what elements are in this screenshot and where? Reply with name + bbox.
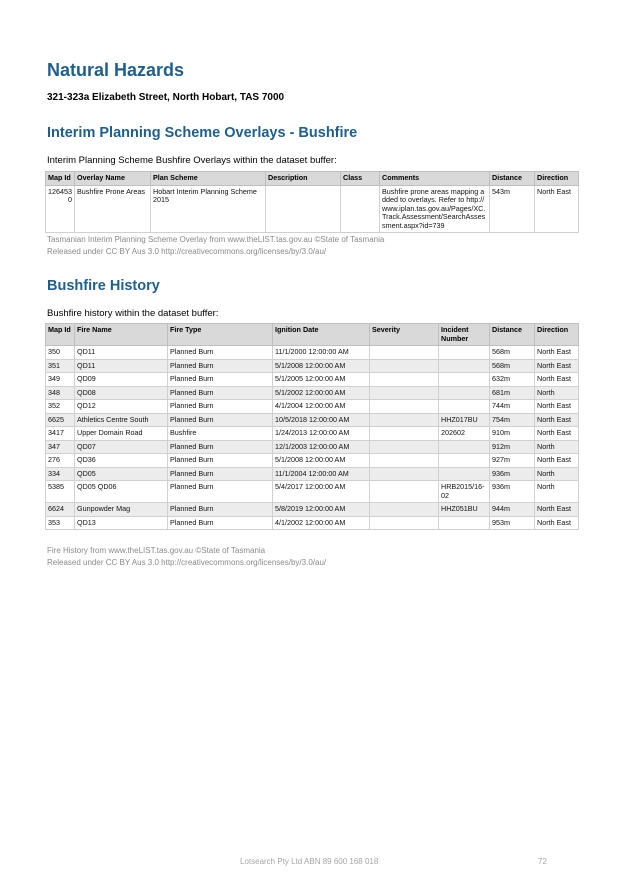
- table-row: [46, 386, 579, 400]
- cell-distance: 927m: [490, 454, 535, 468]
- cell-incident-number: [439, 386, 490, 400]
- table-row: [46, 373, 579, 387]
- history-source: [47, 545, 326, 569]
- col-header-comments: Comments: [380, 172, 490, 186]
- history-source-line1: Fire History from www.theLIST.tas.gov.au ©State of Tasmania: [47, 546, 266, 555]
- cell-severity: [370, 467, 439, 481]
- cell-direction: North: [535, 440, 579, 454]
- cell-fire-name: QD09: [75, 373, 168, 387]
- col-header-class: Class: [341, 172, 380, 186]
- cell-distance: 936m: [490, 467, 535, 481]
- cell-incident-number: HHZ051BU: [439, 503, 490, 517]
- cell-direction: North East: [535, 185, 579, 233]
- cell-fire-name: QD08: [75, 386, 168, 400]
- cell-severity: [370, 413, 439, 427]
- col-header-fire-name: Fire Name: [75, 324, 168, 346]
- cell-severity: [370, 400, 439, 414]
- cell-severity: [370, 440, 439, 454]
- col-header-ignition-date: Ignition Date: [273, 324, 370, 346]
- cell-ignition-date: 4/1/2002 12:00:00 AM: [273, 516, 370, 530]
- table-row: [46, 359, 579, 373]
- cell-fire-name: QD07: [75, 440, 168, 454]
- cell-distance: 568m: [490, 346, 535, 360]
- cell-class: [341, 185, 380, 233]
- cell-direction: North East: [535, 413, 579, 427]
- cell-fire-name: Upper Domain Road: [75, 427, 168, 441]
- cell-fire-type: Planned Burn: [168, 516, 273, 530]
- cell-direction: North East: [535, 503, 579, 517]
- cell-direction: North East: [535, 516, 579, 530]
- cell-severity: [370, 359, 439, 373]
- col-header-direction: Direction: [535, 324, 579, 346]
- cell-fire-type: Planned Burn: [168, 481, 273, 503]
- cell-ignition-date: 1/24/2013 12:00:00 AM: [273, 427, 370, 441]
- col-header-map-id: Map Id: [46, 172, 75, 186]
- cell-ignition-date: 11/1/2004 12:00:00 AM: [273, 467, 370, 481]
- table-row: [46, 481, 579, 503]
- cell-distance: 632m: [490, 373, 535, 387]
- cell-severity: [370, 481, 439, 503]
- col-header-map-id: Map Id: [46, 324, 75, 346]
- col-header-distance: Distance: [490, 172, 535, 186]
- cell-severity: [370, 454, 439, 468]
- history-table: [45, 323, 579, 530]
- history-heading: Bushfire History: [47, 278, 160, 294]
- table-row: [46, 503, 579, 517]
- col-header-description: Description: [266, 172, 341, 186]
- cell-fire-type: Bushfire: [168, 427, 273, 441]
- cell-distance: 568m: [490, 359, 535, 373]
- cell-map-id: 6625: [46, 413, 75, 427]
- cell-map-id: 352: [46, 400, 75, 414]
- cell-fire-name: Athletics Centre South: [75, 413, 168, 427]
- site-address: 321-323a Elizabeth Street, North Hobart, TAS 7000: [47, 92, 285, 103]
- cell-incident-number: [439, 400, 490, 414]
- cell-fire-name: QD05: [75, 467, 168, 481]
- cell-direction: North: [535, 467, 579, 481]
- col-header-distance: Distance: [490, 324, 535, 346]
- cell-fire-name: QD11: [75, 346, 168, 360]
- cell-comments: Bushfire prone areas mapping added to overlays. Refer to http://www.iplan.tas.gov.au/Pages/XC.Track.Assessment/SearchAssessment.aspx?id=739: [380, 185, 490, 233]
- cell-map-id: 351: [46, 359, 75, 373]
- cell-incident-number: [439, 516, 490, 530]
- cell-map-id: 276: [46, 454, 75, 468]
- page-number: 72: [538, 857, 547, 866]
- overlays-table: [45, 171, 579, 233]
- cell-direction: North East: [535, 373, 579, 387]
- cell-incident-number: [439, 373, 490, 387]
- overlays-header-row: [46, 172, 579, 186]
- cell-ignition-date: 5/8/2019 12:00:00 AM: [273, 503, 370, 517]
- cell-incident-number: [439, 440, 490, 454]
- cell-map-id: 126453 0: [46, 185, 75, 233]
- cell-distance: 681m: [490, 386, 535, 400]
- cell-incident-number: 202602: [439, 427, 490, 441]
- cell-map-id: 5385: [46, 481, 75, 503]
- cell-distance: 543m: [490, 185, 535, 233]
- cell-incident-number: [439, 467, 490, 481]
- cell-severity: [370, 427, 439, 441]
- cell-distance: 912m: [490, 440, 535, 454]
- cell-fire-name: QD12: [75, 400, 168, 414]
- cell-severity: [370, 346, 439, 360]
- cell-overlay-name: Bushfire Prone Areas: [75, 185, 151, 233]
- cell-description: [266, 185, 341, 233]
- cell-direction: North East: [535, 359, 579, 373]
- cell-fire-type: Planned Burn: [168, 413, 273, 427]
- overlays-intro: Interim Planning Scheme Bushfire Overlays within the dataset buffer:: [47, 155, 337, 166]
- cell-map-id: 350: [46, 346, 75, 360]
- history-source-line2: Released under CC BY Aus 3.0 http://creativecommons.org/licenses/by/3.0/au/: [47, 558, 327, 567]
- cell-direction: North East: [535, 454, 579, 468]
- cell-severity: [370, 386, 439, 400]
- cell-ignition-date: 5/1/2008 12:00:00 AM: [273, 454, 370, 468]
- cell-fire-type: Planned Burn: [168, 373, 273, 387]
- cell-map-id: 348: [46, 386, 75, 400]
- cell-ignition-date: 10/5/2018 12:00:00 AM: [273, 413, 370, 427]
- table-row: [46, 185, 579, 233]
- table-row: [46, 413, 579, 427]
- col-header-plan-scheme: Plan Scheme: [151, 172, 266, 186]
- overlays-heading: Interim Planning Scheme Overlays - Bushfire: [47, 125, 358, 141]
- cell-fire-type: Planned Burn: [168, 440, 273, 454]
- cell-distance: 754m: [490, 413, 535, 427]
- cell-ignition-date: 12/1/2003 12:00:00 AM: [273, 440, 370, 454]
- col-header-fire-type: Fire Type: [168, 324, 273, 346]
- cell-fire-name: QD05 QD06: [75, 481, 168, 503]
- cell-plan-scheme: Hobart Interim Planning Scheme 2015: [151, 185, 266, 233]
- cell-direction: North East: [535, 400, 579, 414]
- cell-direction: North East: [535, 346, 579, 360]
- table-row: [46, 467, 579, 481]
- cell-incident-number: [439, 346, 490, 360]
- cell-ignition-date: 5/4/2017 12:00:00 AM: [273, 481, 370, 503]
- cell-ignition-date: 5/1/2008 12:00:00 AM: [273, 359, 370, 373]
- cell-distance: 953m: [490, 516, 535, 530]
- cell-ignition-date: 5/1/2002 12:00:00 AM: [273, 386, 370, 400]
- history-intro: Bushfire history within the dataset buffer:: [47, 308, 219, 319]
- cell-direction: North East: [535, 427, 579, 441]
- cell-fire-type: Planned Burn: [168, 467, 273, 481]
- cell-ignition-date: 4/1/2004 12:00:00 AM: [273, 400, 370, 414]
- cell-fire-type: Planned Burn: [168, 400, 273, 414]
- cell-map-id: 3417: [46, 427, 75, 441]
- cell-direction: North: [535, 481, 579, 503]
- cell-fire-type: Planned Burn: [168, 359, 273, 373]
- cell-map-id: 353: [46, 516, 75, 530]
- cell-map-id: 6624: [46, 503, 75, 517]
- cell-distance: 910m: [490, 427, 535, 441]
- cell-fire-name: QD36: [75, 454, 168, 468]
- overlays-source: [47, 234, 384, 258]
- table-row: [46, 427, 579, 441]
- cell-ignition-date: 5/1/2005 12:00:00 AM: [273, 373, 370, 387]
- cell-fire-name: QD11: [75, 359, 168, 373]
- footer-company: Lotsearch Pty Ltd ABN 89 600 168 018: [240, 857, 379, 866]
- cell-incident-number: [439, 454, 490, 468]
- cell-map-id: 334: [46, 467, 75, 481]
- overlays-source-line1: Tasmanian Interim Planning Scheme Overlay from www.theLIST.tas.gov.au ©State of Tasmania: [47, 235, 385, 244]
- cell-severity: [370, 373, 439, 387]
- cell-incident-number: [439, 359, 490, 373]
- col-header-incident-number: Incident Number: [439, 324, 490, 346]
- cell-direction: North: [535, 386, 579, 400]
- cell-fire-type: Planned Burn: [168, 386, 273, 400]
- table-row: [46, 516, 579, 530]
- cell-severity: [370, 503, 439, 517]
- cell-map-id: 347: [46, 440, 75, 454]
- cell-distance: 744m: [490, 400, 535, 414]
- cell-fire-type: Planned Burn: [168, 346, 273, 360]
- cell-incident-number: HHZ017BU: [439, 413, 490, 427]
- table-row: [46, 440, 579, 454]
- table-row: [46, 346, 579, 360]
- cell-fire-type: Planned Burn: [168, 454, 273, 468]
- cell-fire-name: Gunpowder Mag: [75, 503, 168, 517]
- page-title: Natural Hazards: [47, 60, 185, 80]
- cell-fire-type: Planned Burn: [168, 503, 273, 517]
- cell-ignition-date: 11/1/2000 12:00:00 AM: [273, 346, 370, 360]
- cell-distance: 944m: [490, 503, 535, 517]
- cell-distance: 936m: [490, 481, 535, 503]
- table-row: [46, 454, 579, 468]
- cell-fire-name: QD13: [75, 516, 168, 530]
- col-header-severity: Severity: [370, 324, 439, 346]
- col-header-direction: Direction: [535, 172, 579, 186]
- history-table-body: [46, 346, 579, 530]
- overlays-source-line2: Released under CC BY Aus 3.0 http://creativecommons.org/licenses/by/3.0/au/: [47, 247, 327, 256]
- history-header-row: [46, 324, 579, 346]
- cell-severity: [370, 516, 439, 530]
- cell-incident-number: HRB2015/16-02: [439, 481, 490, 503]
- col-header-overlay-name: Overlay Name: [75, 172, 151, 186]
- cell-map-id: 349: [46, 373, 75, 387]
- table-row: [46, 400, 579, 414]
